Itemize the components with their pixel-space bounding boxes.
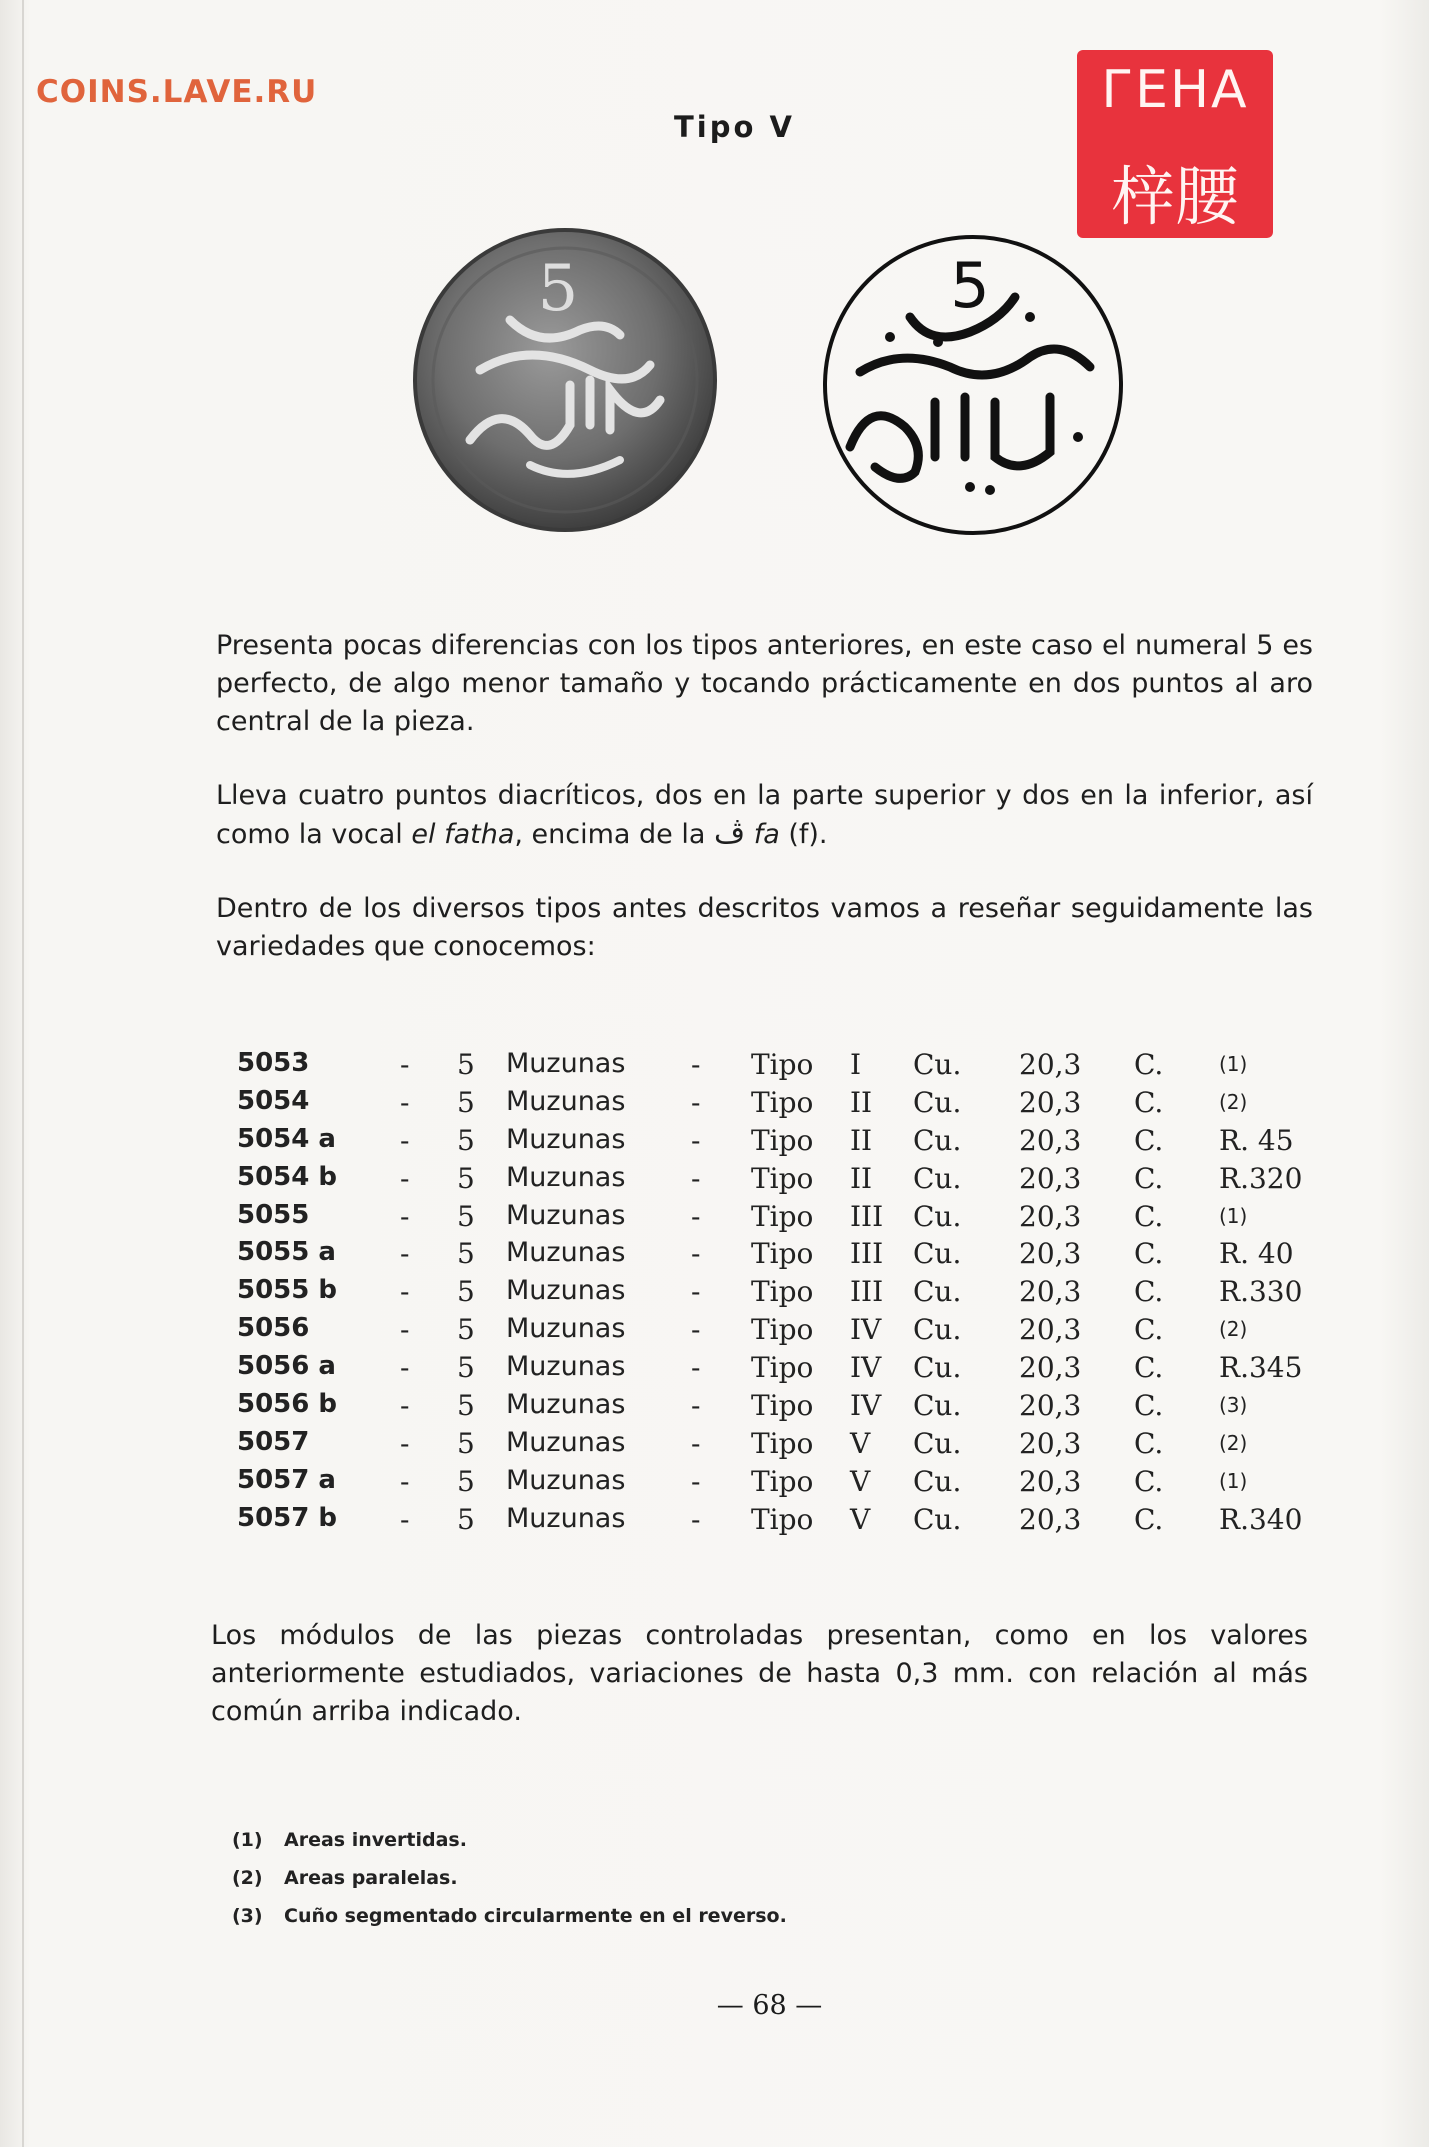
cell-ref: R. 45 — [1219, 1123, 1294, 1157]
cell-dash1: - — [400, 1313, 410, 1347]
cell-dash1: - — [400, 1237, 410, 1271]
cell-metal: Cu. — [913, 1199, 962, 1233]
cell-rarity: C. — [1134, 1275, 1164, 1309]
cell-ref: (2) — [1219, 1430, 1248, 1455]
footnote-mark: (1) — [232, 1829, 263, 1851]
cell-tipo-num: V — [850, 1464, 871, 1498]
paragraph-modules: Los módulos de las piezas controladas presentan, como en los valores anteriormente estudiados, variaciones de hasta 0,3 mm. con relación al más común arriba indicado. — [211, 1620, 1308, 1727]
cell-value: 5 — [457, 1199, 475, 1233]
cell-tipo: Tipo — [751, 1502, 814, 1536]
cell-ref: R. 40 — [1219, 1237, 1294, 1271]
cell-metal: Cu. — [913, 1048, 962, 1081]
cell-dash2: - — [691, 1389, 701, 1423]
cell-dash1: - — [400, 1502, 410, 1536]
cell-value: 5 — [457, 1502, 475, 1536]
cell-num: 5055 — [237, 1199, 310, 1230]
cell-tipo-num: III — [850, 1275, 884, 1309]
cell-unit: Muzunas — [506, 1389, 626, 1421]
cell-tipo-num: II — [850, 1123, 873, 1157]
cell-tipo: Tipo — [751, 1426, 814, 1460]
cell-dash1: - — [400, 1389, 410, 1423]
cell-dash1: - — [400, 1426, 410, 1460]
cell-unit: Muzunas — [506, 1161, 626, 1193]
cell-tipo: Tipo — [751, 1389, 814, 1423]
cell-dash2: - — [691, 1351, 701, 1385]
footnote — [232, 1905, 787, 1943]
cell-tipo: Tipo — [751, 1085, 814, 1119]
cell-ref: R.320 — [1219, 1161, 1303, 1195]
cell-tipo-num: I — [850, 1048, 862, 1081]
cell-value: 5 — [457, 1313, 475, 1347]
cell-dash2: - — [691, 1048, 701, 1081]
footnote-text: Areas paralelas. — [284, 1867, 458, 1889]
cell-value: 5 — [457, 1237, 475, 1271]
cell-rarity: C. — [1134, 1085, 1164, 1119]
cell-unit: Muzunas — [506, 1426, 626, 1458]
cell-module: 20,3 — [1019, 1199, 1082, 1233]
cell-module: 20,3 — [1019, 1389, 1082, 1423]
cell-value: 5 — [457, 1351, 475, 1385]
cell-rarity: C. — [1134, 1464, 1164, 1498]
cell-unit: Muzunas — [506, 1199, 626, 1231]
cell-dash1: - — [400, 1275, 410, 1309]
coin-line-drawing — [820, 232, 1126, 538]
footnote-mark: (3) — [232, 1905, 263, 1927]
footnote-text: Cuño segmentado circularmente en el reverso. — [284, 1905, 787, 1927]
cell-rarity: C. — [1134, 1237, 1164, 1271]
cell-rarity: C. — [1134, 1426, 1164, 1460]
cell-metal: Cu. — [913, 1313, 962, 1347]
p2-text-c: (f). — [779, 819, 828, 850]
cell-unit: Muzunas — [506, 1275, 626, 1307]
cell-num: 5056 a — [237, 1351, 336, 1382]
cell-unit: Muzunas — [506, 1313, 626, 1345]
cell-module: 20,3 — [1019, 1123, 1082, 1157]
cell-tipo: Tipo — [751, 1048, 814, 1081]
cell-dash1: - — [400, 1199, 410, 1233]
paragraph-diacritics — [216, 777, 1313, 854]
cell-metal: Cu. — [913, 1275, 962, 1309]
cell-ref: (1) — [1219, 1052, 1248, 1076]
site-watermark: COINS.LAVE.RU — [36, 74, 318, 110]
cell-ref: (3) — [1219, 1393, 1248, 1418]
cell-num: 5057 — [237, 1426, 310, 1457]
cell-module: 20,3 — [1019, 1464, 1082, 1498]
cell-tipo-num: IV — [850, 1351, 882, 1385]
footnote-mark: (2) — [232, 1867, 263, 1889]
cell-tipo-num: II — [850, 1161, 873, 1195]
cell-dash2: - — [691, 1123, 701, 1157]
cell-unit: Muzunas — [506, 1085, 626, 1117]
paragraph-varieties-intro: Dentro de los diversos tipos antes descritos vamos a reseñar seguidamente las variedades que conocemos: — [216, 893, 1313, 962]
section-heading: Tipo V — [674, 110, 795, 144]
cell-unit: Muzunas — [506, 1502, 626, 1534]
paragraph-description: Presenta pocas diferencias con los tipos anteriores, en este caso el numeral 5 es perfecto, de algo menor tamaño y tocando prácticamente en dos puntos al aro central de la pieza. — [216, 630, 1313, 737]
cell-value: 5 — [457, 1464, 475, 1498]
cell-num: 5056 b — [237, 1389, 338, 1420]
collector-seal-stamp — [1077, 50, 1273, 238]
cell-value: 5 — [457, 1161, 475, 1195]
cell-module: 20,3 — [1019, 1085, 1082, 1119]
cell-rarity: C. — [1134, 1313, 1164, 1347]
footnote-text: Areas invertidas. — [284, 1829, 467, 1851]
cell-rarity: C. — [1134, 1161, 1164, 1195]
cell-metal: Cu. — [913, 1351, 962, 1385]
cell-unit: Muzunas — [506, 1237, 626, 1269]
cell-dash1: - — [400, 1085, 410, 1119]
cell-rarity: C. — [1134, 1048, 1164, 1081]
cell-dash1: - — [400, 1464, 410, 1498]
cell-dash2: - — [691, 1502, 701, 1536]
p2-italic-fatha: el fatha — [411, 819, 515, 850]
seal-chinese-text: 梓腰 — [1111, 161, 1239, 235]
cell-unit: Muzunas — [506, 1351, 626, 1383]
coin-photograph — [410, 225, 720, 535]
cell-tipo-num: V — [850, 1426, 871, 1460]
cell-ref: (1) — [1219, 1468, 1248, 1493]
p2-text-a: Lleva cuatro puntos diacríticos, dos en la parte superior y dos en la inferior, así como la vocal — [216, 780, 1313, 850]
cell-dash2: - — [691, 1161, 701, 1195]
cell-ref: (2) — [1219, 1317, 1248, 1342]
cell-ref: R.330 — [1219, 1275, 1303, 1309]
cell-metal: Cu. — [913, 1237, 962, 1271]
seal-cyrillic-text: ГЕНА — [1101, 60, 1249, 120]
cell-ref: (2) — [1219, 1089, 1248, 1114]
cell-rarity: C. — [1134, 1199, 1164, 1233]
cell-module: 20,3 — [1019, 1161, 1082, 1195]
cell-dash2: - — [691, 1237, 701, 1271]
cell-dash2: - — [691, 1275, 701, 1309]
cell-tipo-num: II — [850, 1085, 873, 1119]
cell-rarity: C. — [1134, 1123, 1164, 1157]
page-number: — 68 — — [716, 1990, 823, 2021]
coin-drawing-numeral: 5 — [950, 249, 990, 322]
cell-rarity: C. — [1134, 1389, 1164, 1423]
footnote — [232, 1829, 787, 1867]
page-binding-edge — [22, 0, 24, 2147]
cell-dash1: - — [400, 1123, 410, 1157]
cell-dash2: - — [691, 1199, 701, 1233]
cell-module: 20,3 — [1019, 1048, 1082, 1081]
cell-module: 20,3 — [1019, 1313, 1082, 1347]
cell-tipo-num: IV — [850, 1313, 882, 1347]
cell-tipo: Tipo — [751, 1123, 814, 1157]
cell-value: 5 — [457, 1048, 475, 1081]
cell-dash2: - — [691, 1313, 701, 1347]
cell-unit: Muzunas — [506, 1464, 626, 1496]
cell-dash2: - — [691, 1426, 701, 1460]
footnotes — [232, 1829, 787, 1943]
cell-unit: Muzunas — [506, 1048, 626, 1079]
cell-num: 5057 b — [237, 1502, 338, 1533]
cell-tipo: Tipo — [751, 1464, 814, 1498]
cell-num: 5053 — [237, 1048, 310, 1078]
p2-arabic-letter: ڤ — [714, 816, 746, 851]
cell-dash1: - — [400, 1351, 410, 1385]
cell-tipo: Tipo — [751, 1161, 814, 1195]
cell-tipo: Tipo — [751, 1351, 814, 1385]
cell-unit: Muzunas — [506, 1123, 626, 1155]
p2-italic-fa: fa — [753, 819, 780, 850]
cell-num: 5057 a — [237, 1464, 336, 1495]
cell-dash1: - — [400, 1048, 410, 1081]
cell-metal: Cu. — [913, 1464, 962, 1498]
cell-ref: R.340 — [1219, 1502, 1303, 1536]
cell-metal: Cu. — [913, 1123, 962, 1157]
cell-value: 5 — [457, 1426, 475, 1460]
cell-num: 5056 — [237, 1313, 310, 1344]
cell-rarity: C. — [1134, 1351, 1164, 1385]
cell-metal: Cu. — [913, 1502, 962, 1536]
cell-module: 20,3 — [1019, 1426, 1082, 1460]
cell-num: 5054 b — [237, 1161, 338, 1192]
footnote — [232, 1867, 787, 1905]
cell-ref: R.345 — [1219, 1351, 1303, 1385]
coin-photo-numeral: 5 — [537, 252, 579, 326]
cell-num: 5054 a — [237, 1123, 336, 1154]
cell-num: 5055 a — [237, 1237, 336, 1268]
cell-ref: (1) — [1219, 1203, 1248, 1228]
cell-num: 5055 b — [237, 1275, 338, 1306]
cell-tipo: Tipo — [751, 1199, 814, 1233]
cell-metal: Cu. — [913, 1389, 962, 1423]
cell-tipo-num: IV — [850, 1389, 882, 1423]
cell-metal: Cu. — [913, 1161, 962, 1195]
cell-tipo: Tipo — [751, 1313, 814, 1347]
cell-tipo: Tipo — [751, 1275, 814, 1309]
cell-tipo-num: V — [850, 1502, 871, 1536]
cell-tipo-num: III — [850, 1237, 884, 1271]
cell-module: 20,3 — [1019, 1502, 1082, 1536]
cell-dash2: - — [691, 1464, 701, 1498]
cell-module: 20,3 — [1019, 1275, 1082, 1309]
cell-value: 5 — [457, 1085, 475, 1119]
cell-value: 5 — [457, 1123, 475, 1157]
cell-value: 5 — [457, 1275, 475, 1309]
cell-value: 5 — [457, 1389, 475, 1423]
cell-module: 20,3 — [1019, 1351, 1082, 1385]
cell-metal: Cu. — [913, 1426, 962, 1460]
cell-rarity: C. — [1134, 1502, 1164, 1536]
cell-num: 5054 — [237, 1085, 310, 1116]
cell-module: 20,3 — [1019, 1237, 1082, 1271]
cell-tipo: Tipo — [751, 1237, 814, 1271]
cell-tipo-num: III — [850, 1199, 884, 1233]
p2-text-b: , encima de la — [514, 819, 715, 850]
cell-dash2: - — [691, 1085, 701, 1119]
cell-dash1: - — [400, 1161, 410, 1195]
cell-metal: Cu. — [913, 1085, 962, 1119]
